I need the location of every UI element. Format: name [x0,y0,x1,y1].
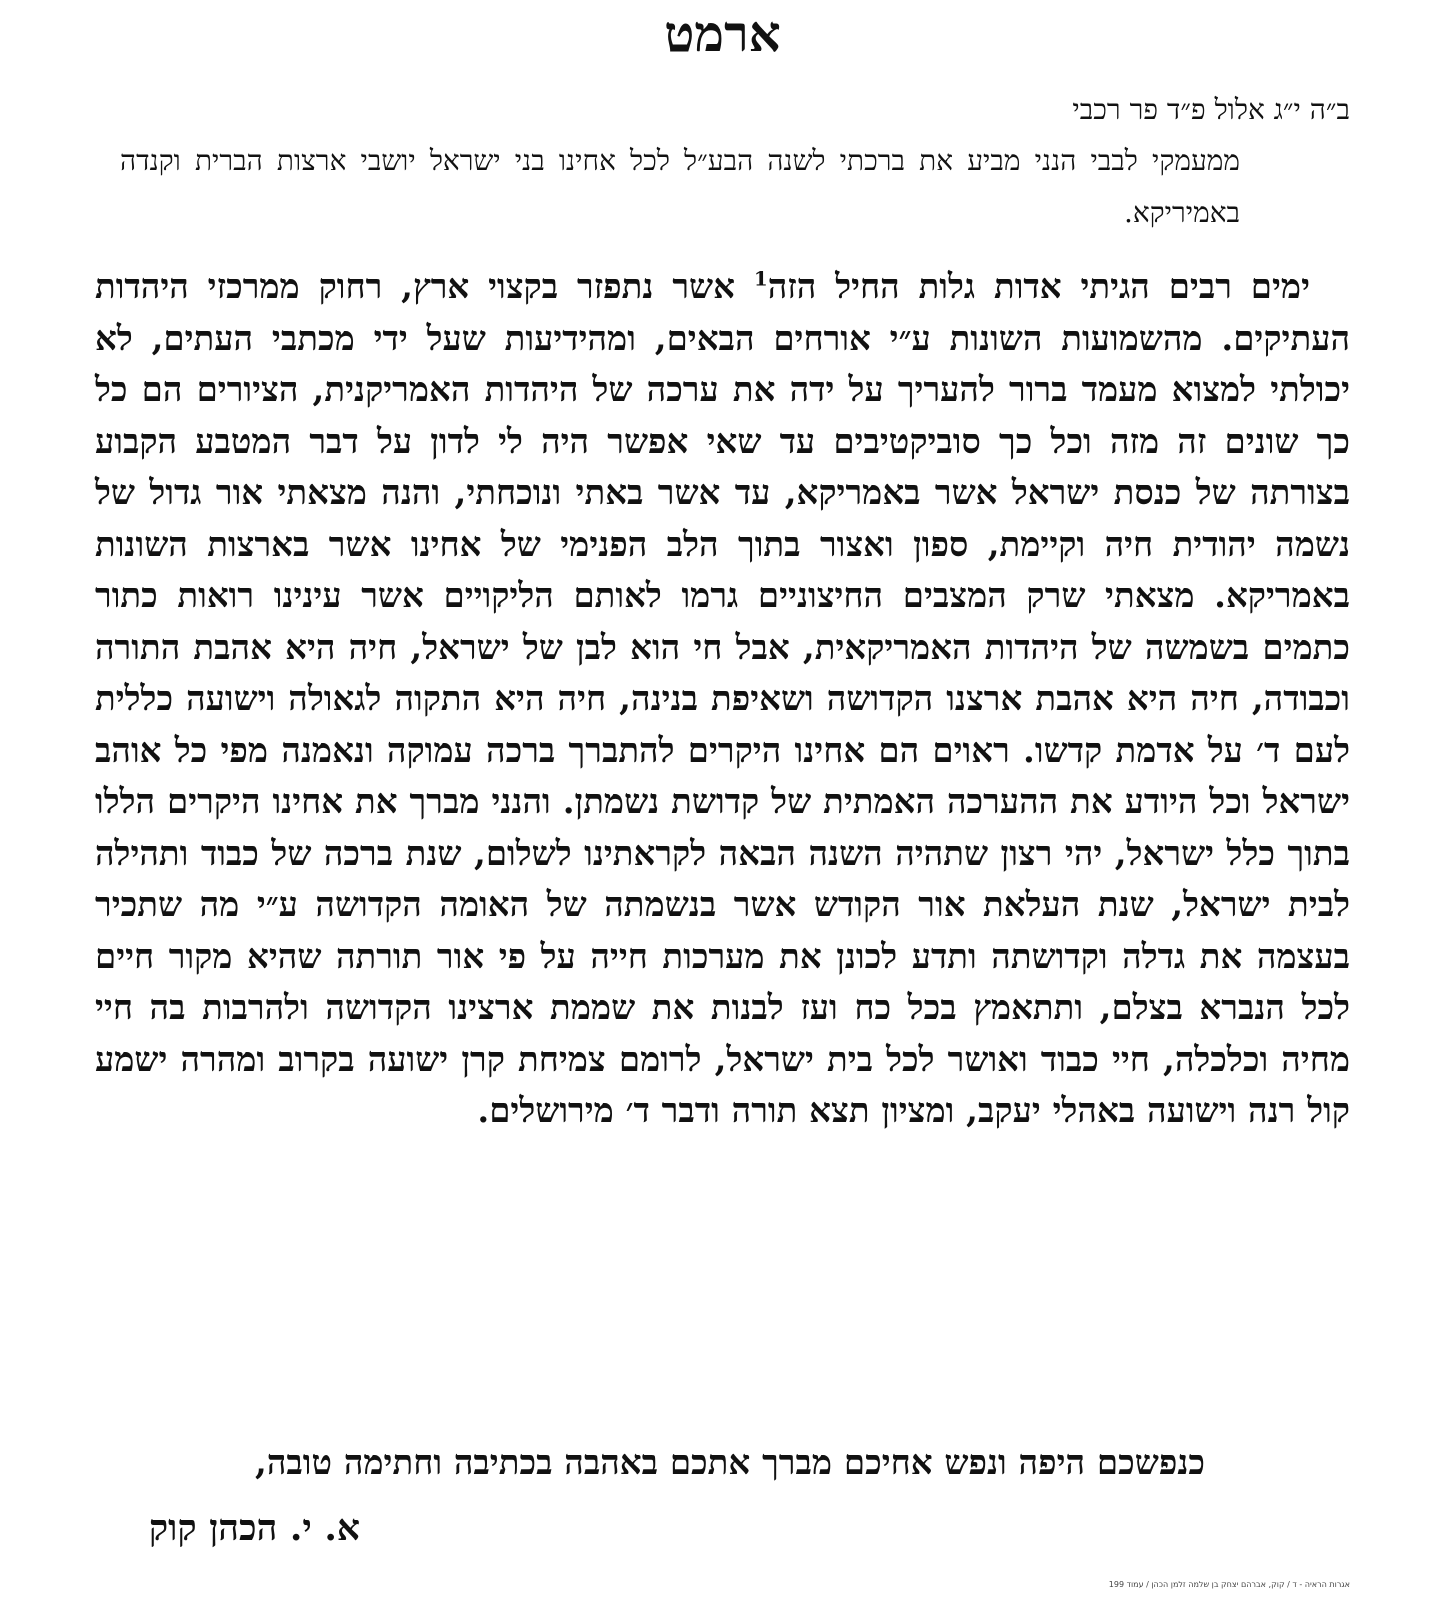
footnote-marker[interactable]: 1 [753,266,768,291]
page-title: ארמט [664,4,781,63]
body-text-rest: אשר נתפזר בקצוי ארץ, רחוק ממרכזי היהדות העתיקים. מהשמועות השונות ע״י אורחים הבאים, ומהידיעות שעל ידי מכתבי העתים, לא יכולתי למצוא מעמד ברור להעריך על ידה את ערכה של היהדות האמריקנית, הציורים הם כל כך שונים זה מזה וכל כך סוביקטיבים עד שאי אפשר היה לי לדון על דבר המטבע הקבוע בצורתה של כנסת ישראל אשר באמריקא, עד אשר באתי ונוכחתי, והנה מצאתי אור גדול של נשמה יהודית חיה וקיימת, ספון ואצור בתוך הלב הפנימי של אחינו אשר בארצות השונות באמריקא. מצאתי שרק המצבים החיצוניים גרמו לאותם הליקויים אשר עינינו רואות כתור כתמים בשמשה של היהדות האמריקאית, אבל חי הוא לבן של ישראל, חיה היא אהבת התורה וכבודה, חיה היא אהבת ארצנו הקדושה ושאיפת בנינה, חיה היא התקוה לגאולה וישועה כללית לעם ד׳ על אדמת קדשו. ראוים הם אחינו היקרים להתברך ברכה עמוקה ונאמנה מפי כל אוהב ישראל וכל היודע את ההערכה האמתית של קדושת נשמתן. והנני מברך את אחינו היקרים הללו בתוך כלל ישראל, יהי רצון שתהיה השנה הבאה לקראתינו לשלום, שנת ברכה של כבוד ותהילה לבית ישראל, שנת העלאת אור הקודש אשר בנשמתה של האומה הקדושה ע״י מה שתכיר בעצמה את גדלה וקדושתה ותדע לכונן את מערכות חייה על פי אור תורתה שהיא מקור חיים לכל הנברא בצלם, ותתאמץ בכל כח ועז לבנות את שממת ארצינו הקדושה ולהרבות בה חיי מחיה וכלכלה, חיי כבוד ואושר לכל בית ישראל, לרומם צמיחת קרן ישועה בקרוב ומהרה ישמע קול רנה וישועה באהלי יעקב, ומציון תצא תורה ודבר ד׳ מירושלים. [95,267,1350,1131]
body-text-start: ימים רבים הגיתי אדות גלות החיל הזה [767,267,1310,307]
source-footer: אגרות הראיה - ד / קוק, אברהם יצחק בן שלמה זלמן הכהן / עמוד 199 [1108,1580,1350,1589]
signature: א. י. הכהן קוק [148,1507,360,1549]
body-paragraph [95,262,1350,1138]
date-line: ב״ה י״ג אלול פ״ד פר רכבי [1072,93,1350,126]
greeting-paragraph: ממעמקי לבבי הנני מביע את ברכתי לשנה הבע״ל לכל אחינו בני ישראל יושבי ארצות הברית וקנדה באמיריקא. [120,144,1240,229]
closing-line: כנפשכם היפה ונפש אחיכם מברך אתכם באהבה בכתיבה וחתימה טובה, [254,1443,1205,1483]
